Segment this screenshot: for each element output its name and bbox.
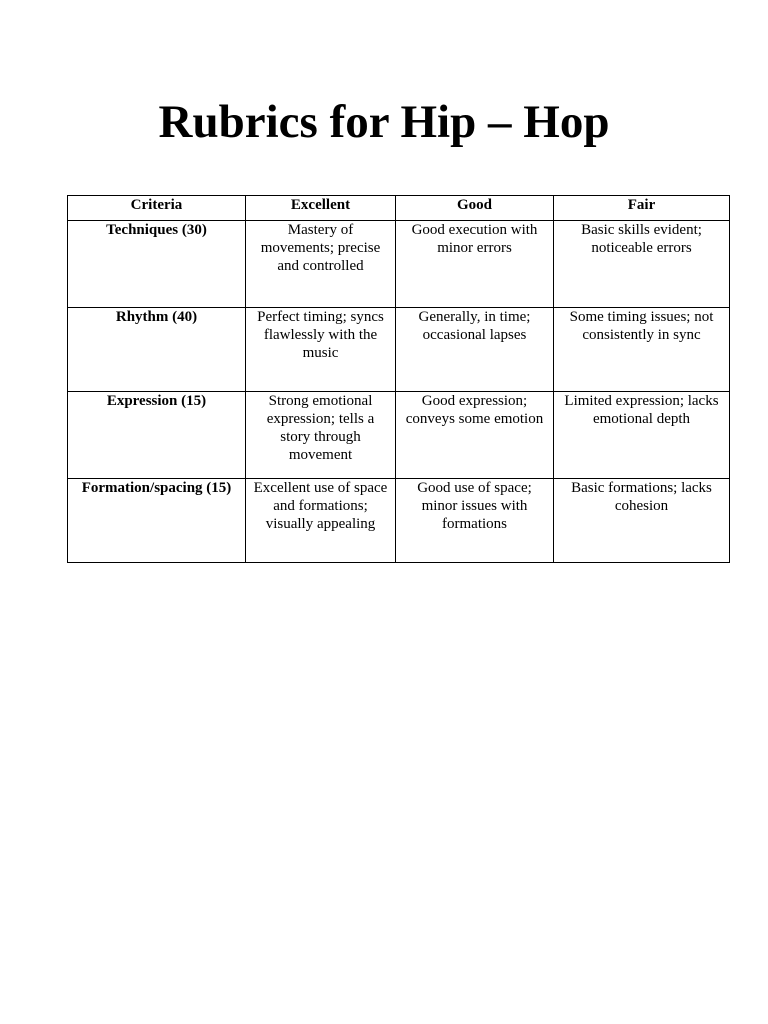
excellent-cell: Strong emotional expression; tells a story through movement xyxy=(246,392,396,479)
fair-cell: Basic formations; lacks cohesion xyxy=(554,479,730,563)
page-title: Rubrics for Hip – Hop xyxy=(158,96,610,148)
header-criteria: Criteria xyxy=(68,196,246,221)
fair-cell: Some timing issues; not consistently in sync xyxy=(554,308,730,392)
good-cell: Good expression; conveys some emotion xyxy=(396,392,554,479)
header-fair: Fair xyxy=(554,196,730,221)
table-row xyxy=(68,308,730,392)
excellent-cell: Excellent use of space and formations; visually appealing xyxy=(246,479,396,563)
rubric-table xyxy=(67,195,730,563)
fair-cell: Basic skills evident; noticeable errors xyxy=(554,221,730,308)
criteria-cell: Formation/spacing (15) xyxy=(68,479,246,563)
table-header-row xyxy=(68,196,730,221)
excellent-cell: Mastery of movements; precise and controlled xyxy=(246,221,396,308)
good-cell: Good execution with minor errors xyxy=(396,221,554,308)
header-excellent: Excellent xyxy=(246,196,396,221)
criteria-cell: Techniques (30) xyxy=(68,221,246,308)
header-good: Good xyxy=(396,196,554,221)
good-cell: Generally, in time; occasional lapses xyxy=(396,308,554,392)
table-row xyxy=(68,392,730,479)
criteria-cell: Rhythm (40) xyxy=(68,308,246,392)
table-row xyxy=(68,479,730,563)
criteria-cell: Expression (15) xyxy=(68,392,246,479)
excellent-cell: Perfect timing; syncs flawlessly with the music xyxy=(246,308,396,392)
good-cell: Good use of space; minor issues with formations xyxy=(396,479,554,563)
fair-cell: Limited expression; lacks emotional depth xyxy=(554,392,730,479)
table-row xyxy=(68,221,730,308)
